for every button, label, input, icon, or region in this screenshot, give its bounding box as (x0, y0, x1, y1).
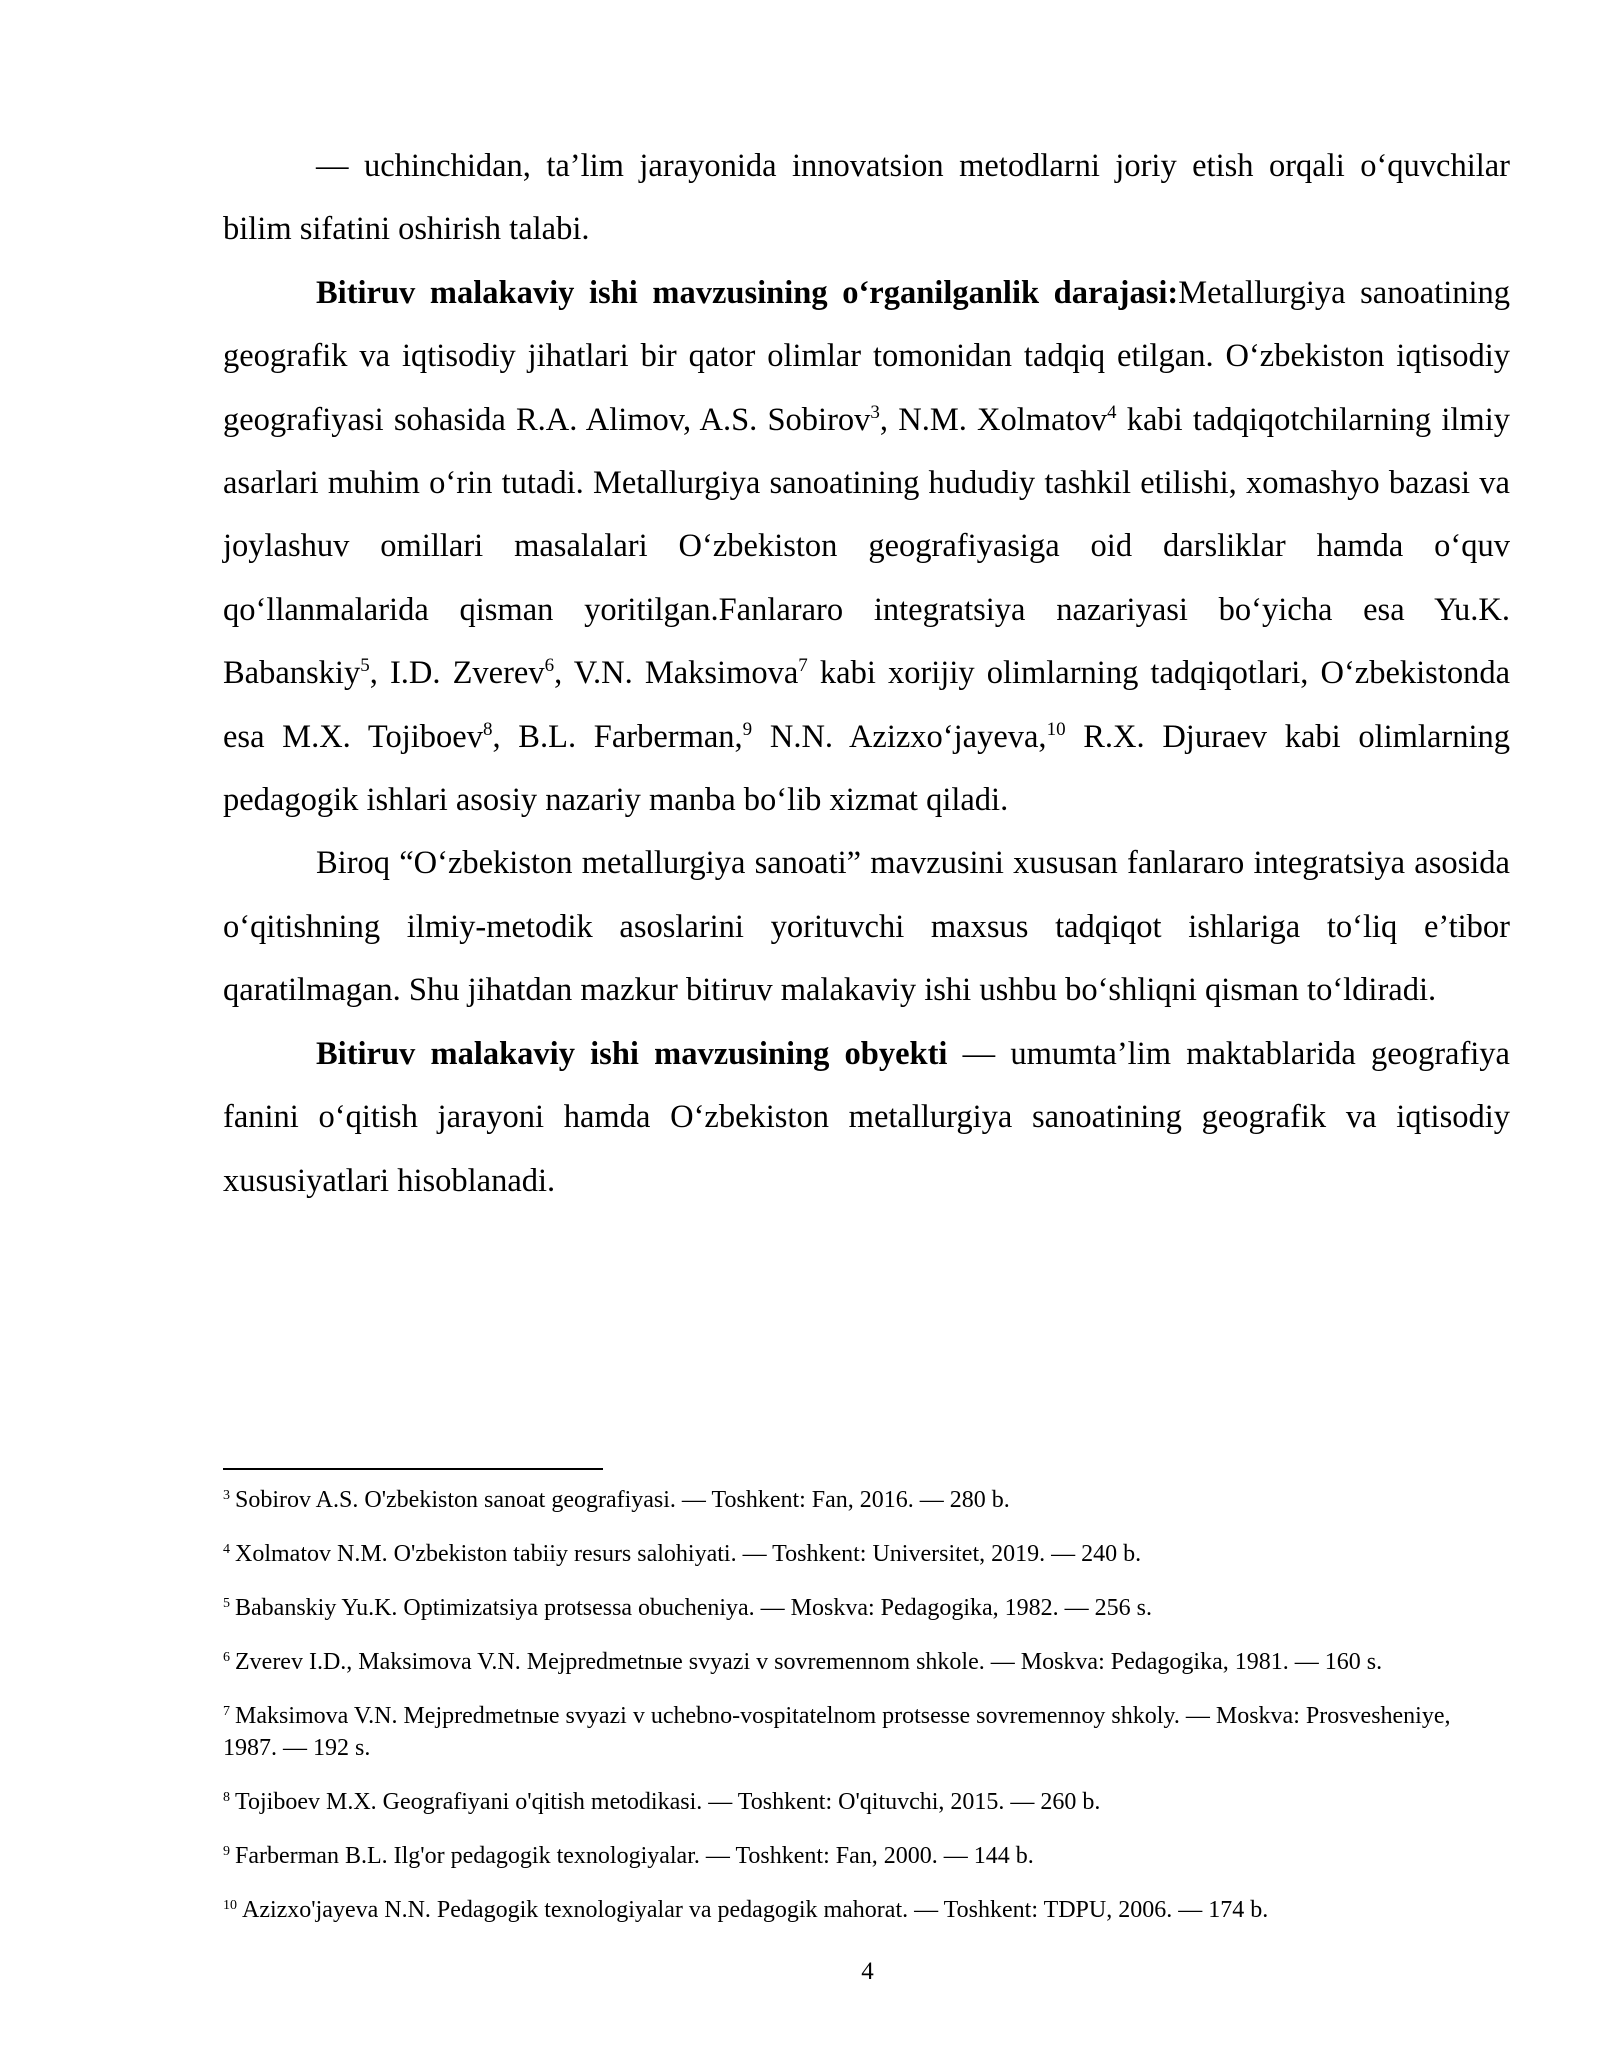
footnote-number: 8 (223, 1790, 230, 1805)
footnote-number: 3 (223, 1488, 230, 1503)
paragraph-2-text: , V.N. Maksimova (554, 655, 799, 692)
page-number: 4 (861, 1958, 874, 1985)
paragraph-2-text: kabi tadqiqotchilarning ilmiy asarlari muhim o‘rin tutadi. Metallurgiya sanoatining hududiy tashkil etilishi, xomashyo bazasi va joylashuv omillari masalalari O‘zbekiston geografiyasiga oid darsliklar hamda o‘quv qo‘llanmalarida qisman yoritilgan.Fanlararo integratsiya nazariyasi bo‘yicha esa Yu.K. Babanskiy (223, 401, 1510, 692)
footnote-ref-5[interactable]: 5 (360, 655, 370, 677)
footnote-number: 4 (223, 1542, 230, 1557)
footnote-10 (223, 1894, 1510, 1926)
paragraph-4-heading: Bitiruv malakaviy ishi mavzusining obyekti (316, 1035, 948, 1072)
paragraph-4-text: — umumta’lim maktablarida geografiya fanini o‘qitish jarayoni hamda O‘zbekiston metallurgiya sanoatining geografik va iqtisodiy xususiyatlari hisoblanadi. (223, 1035, 1510, 1199)
footnote-ref-9[interactable]: 9 (742, 718, 753, 740)
document-body (223, 135, 1510, 1213)
footnote-4 (223, 1538, 1510, 1570)
paragraph-3-text: Biroq “O‘zbekiston metallurgiya sanoati” mavzusini xususan fanlararo integratsiya asosida o‘qitishning ilmiy-metodik asoslarini yorituvchi maxsus tadqiqot ishlariga to‘liq e’tibor qaratilmagan. Shu jihatdan mazkur bitiruv malakaviy ishi ushbu bo‘shliqni qisman to‘ldiradi. (223, 845, 1510, 1009)
paragraph-4 (223, 1023, 1510, 1213)
footnote-ref-6[interactable]: 6 (544, 655, 555, 677)
footnote-9 (223, 1840, 1510, 1872)
footnote-number: 9 (223, 1844, 230, 1859)
footnote-number: 5 (223, 1596, 230, 1611)
footnote-text: Tojiboev M.X. Geografiyani o'qitish metodikasi. — Toshkent: O'qituvchi, 2015. — 260 b. (235, 1789, 1101, 1815)
footnote-5 (223, 1592, 1510, 1624)
paragraph-2-text: N.N. Azizxo‘jayeva, (752, 718, 1047, 755)
footnote-text: Babanskiy Yu.K. Optimizatsiya protsessa obucheniya. — Moskva: Pedagogika, 1982. — 256 s. (235, 1595, 1152, 1621)
footnote-6 (223, 1646, 1510, 1678)
footnote-7 (223, 1700, 1510, 1764)
footnote-text: Xolmatov N.M. O'zbekiston tabiiy resurs salohiyati. — Toshkent: Universitet, 2019. — 240 b. (235, 1541, 1142, 1567)
paragraph-2-text: R.X. Djuraev kabi olimlarning pedagogik ishlari asosiy nazariy manba bo‘lib xizmat qiladi. (223, 718, 1510, 819)
paragraph-2-text: kabi xorijiy olimlarning tadqiqotlari, O‘zbekistonda esa M.X. Tojiboev (223, 655, 1510, 755)
paragraph-2 (223, 262, 1510, 833)
paragraph-2-text: , I.D. Zverev (369, 655, 545, 692)
paragraph-2-heading: Bitiruv malakaviy ishi mavzusining o‘rganilganlik darajasi: (316, 274, 1179, 311)
paragraph-2-text: , B.L. Farberman, (492, 718, 743, 755)
footnote-number: 7 (223, 1704, 230, 1719)
footnotes-section (223, 1468, 1510, 1948)
paragraph-3 (223, 832, 1510, 1022)
footnote-ref-7[interactable]: 7 (798, 655, 808, 677)
footnote-text: Sobirov A.S. O'zbekiston sanoat geografiyasi. — Toshkent: Fan, 2016. — 280 b. (235, 1487, 1010, 1513)
paragraph-2-text: , N.M. Xolmatov (879, 401, 1108, 438)
footnote-text: Zverev I.D., Maksimova V.N. Mejpredmetnые svyazi v sovremennom shkole. — Moskva: Pedagogika, 1981. — 160 s. (235, 1649, 1383, 1675)
footnote-ref-3[interactable]: 3 (870, 401, 880, 423)
footnote-number: 10 (223, 1898, 237, 1913)
paragraph-1-text: — uchinchidan, ta’lim jarayonida innovatsion metodlarni joriy etish orqali o‘quvchilar bilim sifatini oshirish talabi. (223, 148, 1510, 248)
footnote-text: Maksimova V.N. Mejpredmetnые svyazi v uchebno-vospitatelnom protsesse sovremennoy shkoly. — Moskva: Prosvesheniye, 1987. — 192 s. (223, 1703, 1451, 1761)
footnote-ref-10[interactable]: 10 (1046, 718, 1066, 740)
footnote-text: Azizxo'jayeva N.N. Pedagogik texnologiyalar va pedagogik mahorat. — Toshkent: TDPU, 2006. — 174 b. (242, 1897, 1269, 1923)
footnote-8 (223, 1786, 1510, 1818)
footnote-text: Farberman B.L. Ilg'or pedagogik texnologiyalar. — Toshkent: Fan, 2000. — 144 b. (235, 1843, 1034, 1869)
footnote-ref-4[interactable]: 4 (1107, 401, 1117, 423)
paragraph-1 (223, 135, 1510, 262)
footnote-3 (223, 1484, 1510, 1516)
footnote-ref-8[interactable]: 8 (482, 718, 493, 740)
footnote-number: 6 (223, 1650, 230, 1665)
paragraph-2-text: Metallurgiya sanoatining geografik va iqtisodiy jihatlari bir qator olimlar tomonidan tadqiq etilgan. O‘zbekiston iqtisodiy geografiyasi sohasida R.A. Alimov, A.S. Sobirov (223, 274, 1511, 438)
footnote-separator (223, 1468, 603, 1470)
